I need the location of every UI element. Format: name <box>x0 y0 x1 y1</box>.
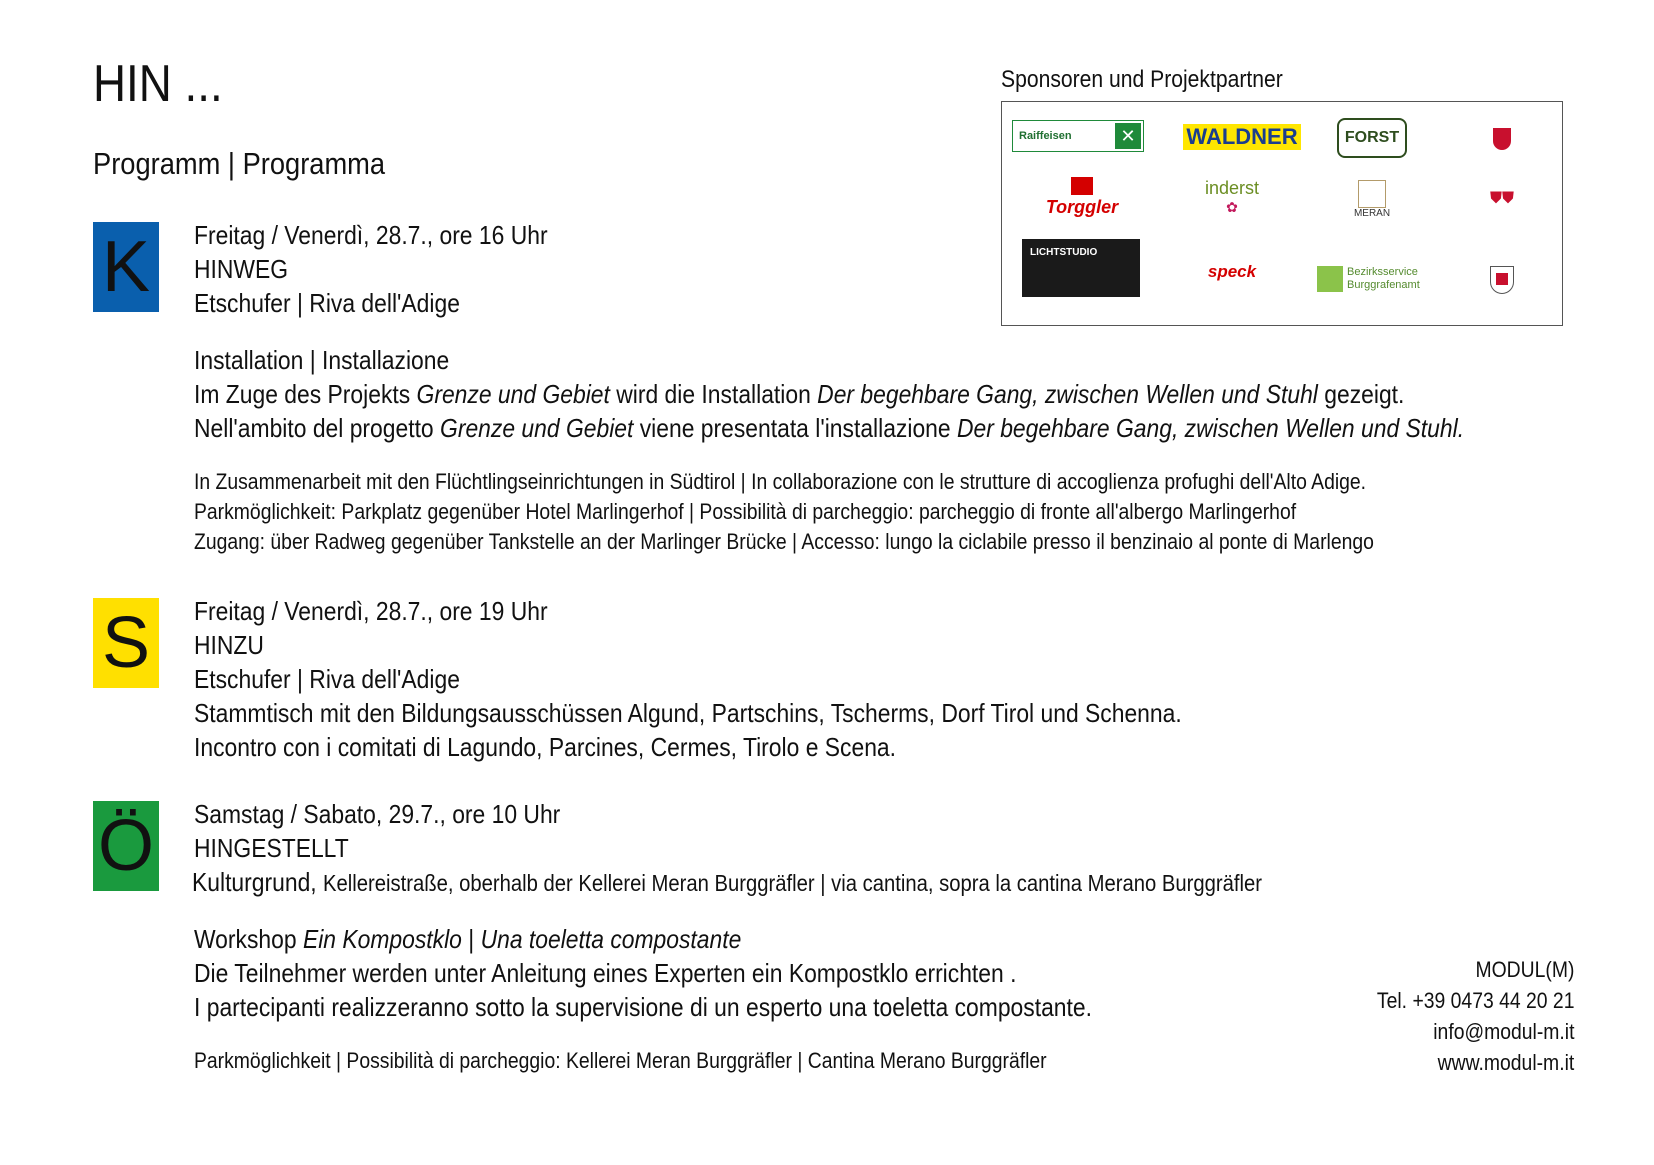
s-date: Freitag / Venerdì, 28.7., ore 19 Uhr <box>194 596 548 626</box>
logo-marling-shield-icon <box>1482 257 1522 302</box>
raiffeisen-text: Raiffeisen <box>1019 130 1072 142</box>
s-text-it: Incontro con i comitati di Lagundo, Parcines, Cermes, Tirolo e Scena. <box>194 732 897 762</box>
s-name: HINZU <box>194 630 264 660</box>
page-title: HIN ... <box>93 55 223 113</box>
raiffeisen-cross-icon: ✕ <box>1115 123 1141 149</box>
logo-torggler <box>1037 172 1127 222</box>
logo-province-eagle-icon <box>1452 116 1552 161</box>
k-date: Freitag / Venerdì, 28.7., ore 16 Uhr <box>194 220 548 250</box>
eagle-shield-icon <box>1493 128 1511 150</box>
k-it-installation: Der begehbare Gang, zwischen Wellen und Stuhl. <box>956 413 1465 443</box>
badge-k: K <box>93 222 159 312</box>
o-place-address: Kellereistraße, oberhalb der Kellerei Meran Burggräfler | via cantina, sopra la cantina Merano Burggräfler <box>323 870 1263 896</box>
logo-forst <box>1337 118 1407 158</box>
k-text-de <box>194 377 1404 411</box>
logo-inderst <box>1182 172 1282 222</box>
badge-o: Ö <box>93 801 159 891</box>
waldner-text: WALDNER <box>1183 124 1300 150</box>
k-de-project: Grenze und Gebiet <box>416 379 610 409</box>
s-text-de: Stammtisch mit den Bildungsausschüssen Algund, Partschins, Tscherms, Dorf Tirol und Schenna. <box>194 698 1182 728</box>
k-subhead: Installation | Installazione <box>194 345 450 375</box>
o-ws-part: Workshop <box>194 924 303 954</box>
torggler-text: Torggler <box>1045 196 1119 217</box>
logo-waldner <box>1177 120 1307 154</box>
o-workshop <box>194 922 741 956</box>
k-note-access: Zugang: über Radweg gegenüber Tankstelle an der Marlinger Brücke | Accesso: lungo la ciclabile presso il benzinaio al ponte di Marlengo <box>194 529 1374 554</box>
sponsors-box <box>1001 101 1563 326</box>
logo-coats-of-arms-icon <box>1472 174 1532 224</box>
meran-text: MERAN <box>1353 207 1391 219</box>
k-de-part: wird die Installation <box>609 379 818 409</box>
flower-icon: ✿ <box>1226 199 1238 215</box>
o-text-de: Die Teilnehmer werden unter Anleitung eines Experten ein Kompostklo errichten . <box>194 958 1017 988</box>
k-de-part: Im Zuge des Projekts <box>194 379 417 409</box>
lichtstudio-text: LICHTSTUDIO <box>1030 247 1098 258</box>
o-parking: Parkmöglichkeit | Possibilità di parcheggio: Kellerei Meran Burggräfler | Cantina Merano Burggräfler <box>194 1048 1047 1073</box>
k-name: HINWEG <box>194 254 289 284</box>
marling-shield-icon <box>1490 266 1514 294</box>
o-ws-title-de: Ein Kompostklo <box>302 924 462 954</box>
k-de-installation: Der begehbare Gang, zwischen Wellen und Stuhl <box>817 379 1318 409</box>
page-subtitle: Programm | Programma <box>93 146 386 181</box>
s-place: Etschufer | Riva dell'Adige <box>194 664 460 694</box>
o-date: Samstag / Sabato, 29.7., ore 10 Uhr <box>194 799 561 829</box>
contact-name: MODUL(M) <box>1475 957 1574 982</box>
logo-lichtstudio <box>1022 239 1140 297</box>
bezirksservice-label <box>1347 266 1420 292</box>
bezirksservice-icon <box>1317 266 1343 292</box>
burggrafenamt-text: Burggrafenamt <box>1347 279 1420 291</box>
meran-grid-icon <box>1358 180 1386 208</box>
logo-meran <box>1337 174 1407 224</box>
k-note-collaboration: In Zusammenarbeit mit den Flüchtlingseinrichtungen in Südtirol | In collaborazione con le strutture di accoglienza profughi dell'Alto Adige. <box>194 469 1367 494</box>
o-name: HINGESTELLT <box>194 833 349 863</box>
o-ws-title-it: Una toeletta compostante <box>480 924 742 954</box>
bezirksservice-text: Bezirksservice <box>1347 266 1418 278</box>
forst-text: FORST <box>1344 129 1400 146</box>
k-de-part: gezeigt. <box>1317 379 1405 409</box>
speck-text: speck <box>1207 262 1257 281</box>
o-place-name: Kulturgrund, <box>192 867 324 897</box>
k-it-project: Grenze und Gebiet <box>440 413 634 443</box>
contact-email[interactable]: info@modul-m.it <box>1432 1019 1574 1044</box>
o-place <box>192 865 1262 900</box>
k-it-part: viene presentata l'installazione <box>633 413 957 443</box>
shields-icon: ⛊⛊ <box>1489 190 1514 207</box>
k-place: Etschufer | Riva dell'Adige <box>194 288 460 318</box>
logo-speck <box>1192 252 1272 292</box>
inderst-text: inderst <box>1204 178 1260 198</box>
k-it-part: Nell'ambito del progetto <box>194 413 441 443</box>
o-ws-part: | <box>461 924 481 954</box>
contact-tel: Tel. +39 0473 44 20 21 <box>1376 988 1574 1013</box>
logo-bezirksservice <box>1317 262 1432 296</box>
o-text-it: I partecipanti realizzeranno sotto la supervisione di un esperto una toeletta compostante. <box>194 992 1092 1022</box>
k-text-it <box>194 411 1464 445</box>
sponsors-title: Sponsoren und Projektpartner <box>1001 66 1283 93</box>
contact-web[interactable]: www.modul-m.it <box>1437 1050 1574 1075</box>
torggler-mark-icon <box>1071 177 1093 195</box>
k-note-parking: Parkmöglichkeit: Parkplatz gegenüber Hotel Marlingerhof | Possibilità di parcheggio: parcheggio di fronte all'albergo Marlingerhof <box>194 499 1297 524</box>
badge-s: S <box>93 598 159 688</box>
logo-raiffeisen <box>1012 120 1144 152</box>
